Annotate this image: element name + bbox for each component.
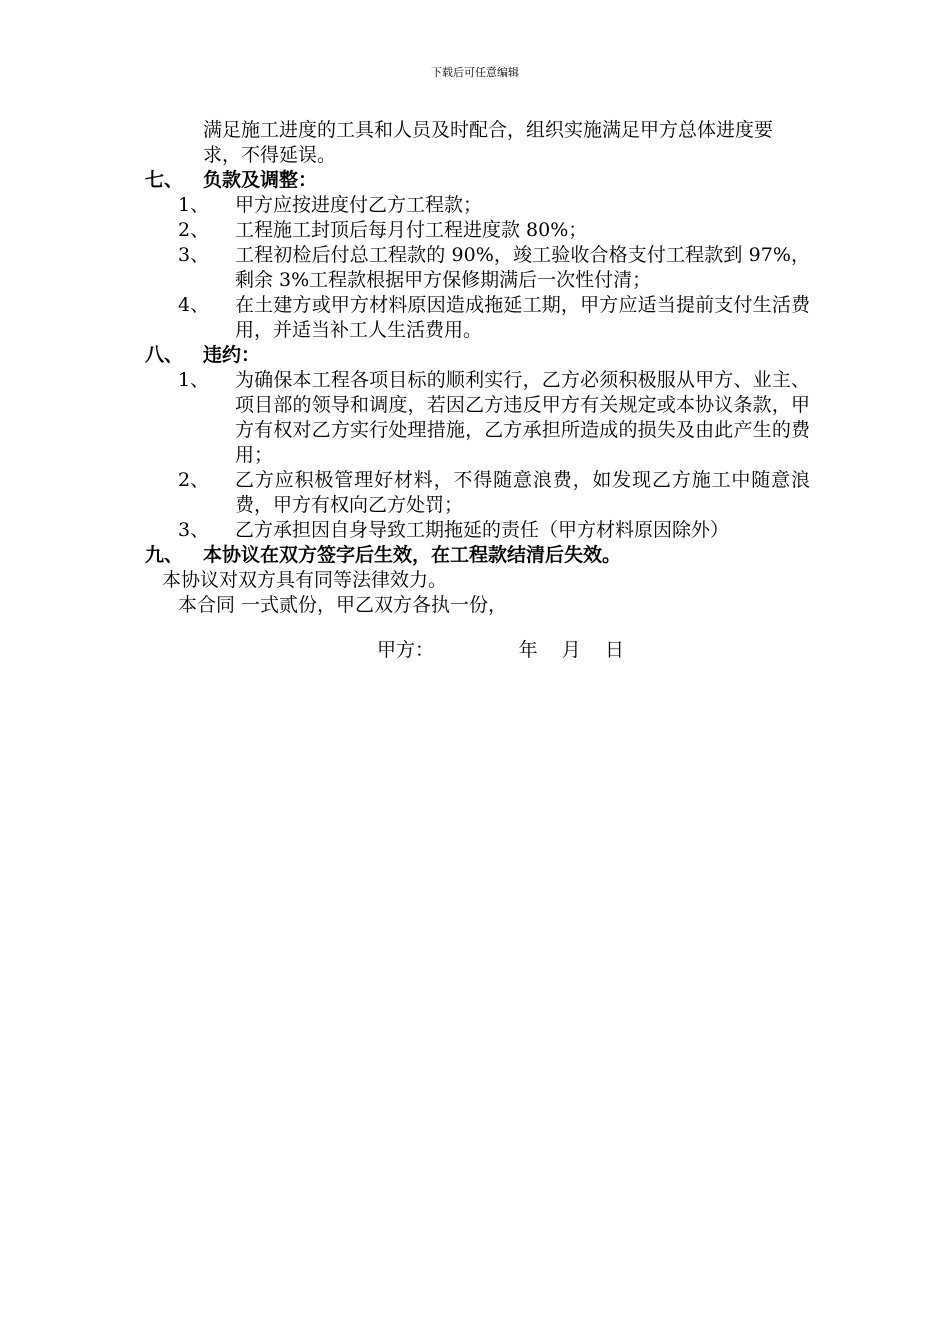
item-number: 1、 [178,194,210,216]
section-title: 负款及调整： [203,169,318,191]
copies-paragraph: 本合同 一式贰份，甲乙双方各执一份， [178,594,508,616]
item-text: 甲方应按进度付乙方工程款； [235,194,483,216]
section-number: 九、 [145,544,184,566]
item-text: 在土建方或甲方材料原因造成拖延工期，甲方应适当提前支付生活费用，并适当补工人生活费用。 [235,294,810,341]
list-item [145,218,810,243]
item-number: 3、 [178,244,210,266]
item-text: 乙方承担因自身导致工期拖延的责任（甲方材料原因除外） [235,519,730,541]
section-heading-9 [145,543,810,568]
list-item [145,468,810,518]
item-number: 4、 [178,294,210,316]
list-item [145,243,810,293]
section-title: 违约： [203,344,261,366]
item-number: 2、 [178,219,210,241]
year-label: 年 [518,639,538,661]
item-text: 为确保本工程各项目标的顺利实行，乙方必须积极服从甲方、业主、项目部的领导和调度，若因乙方违反甲方有关规定或本协议条款，甲方有权对乙方实行处理措施，乙方承担所造成的损失及由此产生的费用； [235,369,810,466]
item-text: 工程初检后付总工程款的 90%，竣工验收合格支付工程款到 97%，剩余 3%工程款根据甲方保修期满后一次性付清； [235,244,810,291]
party-a-label: 甲方： [377,639,435,661]
month-label: 月 [561,639,581,661]
section-heading-8 [145,343,810,368]
list-item [145,293,810,343]
item-number: 1、 [178,369,210,391]
signature-line [145,638,810,663]
list-item [145,193,810,218]
page-header: 下载后可任意编辑 [431,66,519,79]
day-label: 日 [604,639,624,661]
section-heading-7 [145,168,810,193]
legal-effect-paragraph: 本协议对双方具有同等法律效力。 [162,569,448,591]
section-number: 八、 [145,344,184,366]
item-text: 乙方应积极管理好材料，不得随意浪费，如发现乙方施工中随意浪费，甲方有权向乙方处罚； [235,469,810,516]
list-item [145,518,810,543]
section-number: 七、 [145,169,184,191]
list-item [145,368,810,468]
section-title: 本协议在双方签字后生效，在工程款结清后失效。 [203,544,622,566]
item-number: 2、 [178,469,210,491]
item-text: 工程施工封顶后每月付工程进度款 80%； [235,219,588,241]
item-number: 3、 [178,519,210,541]
continuation-paragraph: 满足施工进度的工具和人员及时配合，组织实施满足甲方总体进度要求，不得延误。 [203,119,774,166]
contract-body [145,118,810,663]
